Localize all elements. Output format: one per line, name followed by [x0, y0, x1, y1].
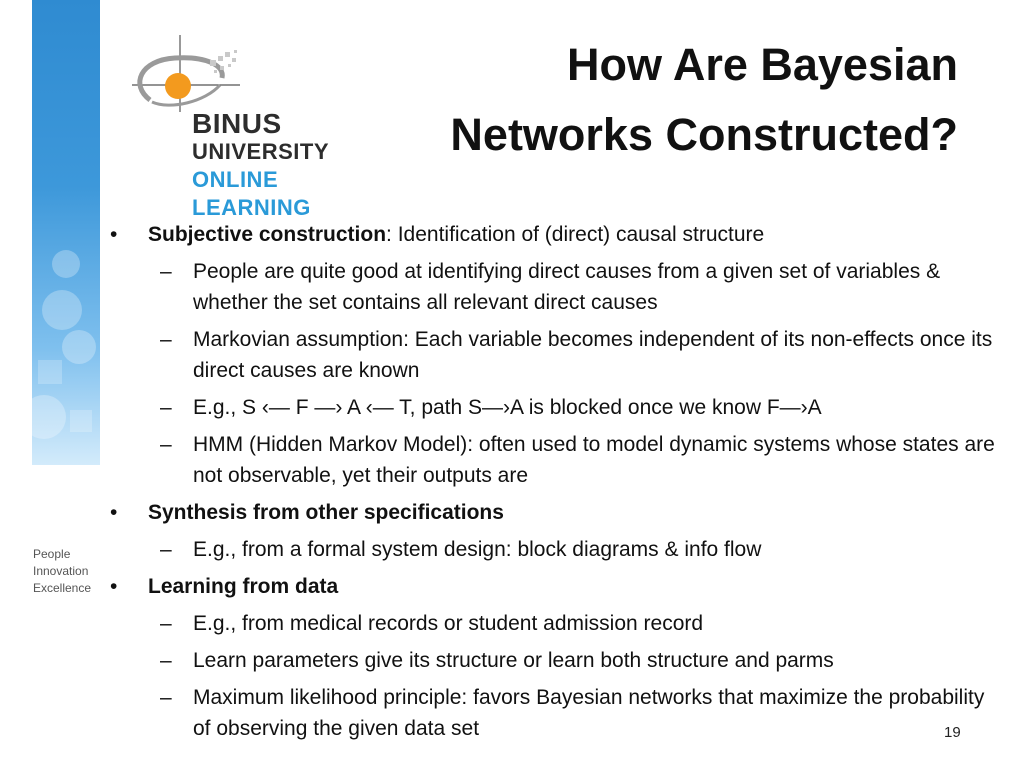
bullet-subjective-construction: [110, 219, 1000, 250]
sub-bullet: – E.g., from medical records or student admission record: [110, 608, 1000, 639]
tagline-people: People: [33, 547, 71, 561]
decorative-side-strip: [32, 0, 100, 465]
binus-logo: [130, 30, 330, 220]
sub-bullet: – Maximum likelihood principle: favors Bayesian networks that maximize the probability of observing the given data set: [110, 682, 1000, 744]
bullet-heading: Learning from data: [148, 575, 339, 598]
tagline: [33, 546, 91, 597]
sub-bullet: – Markovian assumption: Each variable becomes independent of its non-effects once its direct causes are known: [110, 324, 1000, 386]
slide-title: [358, 30, 958, 170]
sub-bullet: – E.g., from a formal system design: block diagrams & info flow: [110, 534, 1000, 565]
slide-body: [110, 219, 1000, 750]
logo-emblem-icon: [130, 30, 330, 120]
bullet-heading: Subjective construction: [148, 223, 387, 246]
sub-bullet: – Learn parameters give its structure or learn both structure and parms: [110, 645, 1000, 676]
logo-wordmark: BINUS UNIVERSITY ONLINE LEARNING: [192, 108, 330, 220]
bullet-text: : Identification of (direct) causal structure: [386, 223, 765, 246]
tagline-innovation: Innovation: [33, 564, 89, 578]
title-line-1: How Are Bayesian: [567, 39, 958, 90]
sub-bullet: – E.g., S ‹— F —› A ‹— T, path S—›A is blocked once we know F—›A: [110, 392, 1000, 423]
bullet-synthesis: [110, 497, 1000, 528]
sub-bullet: – HMM (Hidden Markov Model): often used to model dynamic systems whose states are not observable, yet their outputs are: [110, 429, 1000, 491]
bullet-learning-from-data: [110, 571, 1000, 602]
title-line-2: Networks Constructed?: [450, 109, 958, 160]
tagline-excellence: Excellence: [33, 581, 92, 595]
bullet-heading: Synthesis from other specifications: [148, 501, 504, 524]
page-number: 19: [944, 724, 961, 741]
sub-bullet: – People are quite good at identifying direct causes from a given set of variables & whether the set contains all relevant direct causes: [110, 256, 1000, 318]
